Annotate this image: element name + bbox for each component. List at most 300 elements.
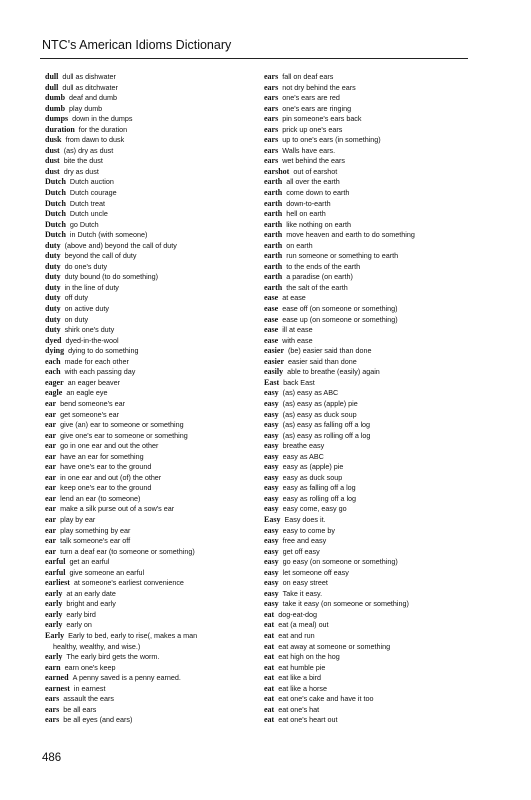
idiom-phrase: easier said than done — [288, 356, 357, 366]
index-entry — [45, 83, 260, 94]
headword: easy — [264, 557, 279, 567]
headword: earth — [264, 198, 283, 208]
headword: easy — [264, 472, 279, 482]
idiom-phrase: early bird — [66, 609, 96, 619]
idiom-phrase: bend someone's ear — [60, 398, 126, 408]
headword: ears — [264, 114, 279, 124]
index-entry — [264, 272, 479, 283]
index-entry — [264, 220, 479, 231]
index-entry — [45, 114, 260, 125]
idiom-phrase: dull as ditchwater — [62, 82, 118, 92]
headword: ear — [45, 504, 57, 514]
headword: easy — [264, 493, 279, 503]
headword: eat — [264, 683, 275, 693]
headword: easy — [264, 483, 279, 493]
headword: eager — [45, 377, 64, 387]
headword: early — [45, 588, 63, 598]
index-entry — [45, 420, 260, 431]
headword: easy — [264, 451, 279, 461]
idiom-phrase: let someone off easy — [282, 567, 349, 577]
idiom-phrase: back East — [283, 377, 315, 387]
headword: ears — [264, 82, 279, 92]
index-entry — [45, 336, 260, 347]
idiom-phrase: eat high on the hog — [278, 652, 340, 662]
idiom-phrase: give someone an earful — [69, 567, 145, 577]
headword: ears — [45, 704, 60, 714]
headword: ease — [264, 304, 279, 314]
headword: easier — [264, 356, 284, 366]
headword: earth — [264, 261, 283, 271]
idiom-phrase: take it easy (on someone or something) — [282, 599, 409, 609]
headword: ear — [45, 441, 57, 451]
idiom-phrase: dying to do something — [68, 346, 139, 356]
idiom-phrase: eat (a meal) out — [278, 620, 329, 630]
idiom-phrase: on earth — [286, 240, 313, 250]
idiom-phrase: earn one's keep — [64, 662, 116, 672]
headword: ears — [264, 124, 279, 134]
headword: easy — [264, 420, 279, 430]
idiom-phrase: Take it easy. — [282, 588, 323, 598]
headword: dull — [45, 82, 59, 92]
index-entry — [45, 515, 260, 526]
headword: earth — [264, 177, 283, 187]
headword: ears — [264, 72, 279, 81]
index-entry — [45, 346, 260, 357]
headword: earliest — [45, 578, 70, 588]
index-entry — [264, 104, 479, 115]
headword: earshot — [264, 166, 290, 176]
headword: earth — [264, 251, 283, 261]
headword: eat — [264, 641, 275, 651]
index-entry — [264, 568, 479, 579]
index-entry — [264, 283, 479, 294]
index-entry — [45, 663, 260, 674]
idiom-phrase: easy as (apple) pie — [282, 462, 344, 472]
index-entry — [264, 293, 479, 304]
headword: Dutch — [45, 188, 66, 198]
index-entry — [264, 462, 479, 473]
index-entry — [264, 441, 479, 452]
idiom-phrase: easy as ABC — [282, 451, 324, 461]
idiom-phrase: go in one ear and out the other — [60, 441, 159, 451]
headword: ear — [45, 472, 57, 482]
index-entry — [264, 83, 479, 94]
idiom-phrase: Early to bed, early to rise(, makes a man — [68, 630, 198, 640]
headword: ear — [45, 409, 57, 419]
headword: earful — [45, 567, 66, 577]
index-entry — [264, 315, 479, 326]
idiom-phrase: talk someone's ear off — [60, 536, 131, 546]
headword: earful — [45, 557, 66, 567]
headword: easy — [264, 567, 279, 577]
index-entry — [45, 230, 260, 241]
index-entry — [45, 568, 260, 579]
running-header: NTC's American Idioms Dictionary — [42, 38, 232, 52]
headword: duty — [45, 314, 61, 324]
headword: early — [45, 620, 63, 630]
index-entry — [264, 631, 479, 642]
headword: ears — [264, 135, 279, 145]
headword: easily — [264, 367, 284, 377]
index-entry — [45, 251, 260, 262]
index-entry — [45, 684, 260, 695]
headword: duty — [45, 304, 61, 314]
idiom-phrase: like nothing on earth — [286, 219, 351, 229]
left-column — [45, 72, 260, 726]
index-entry — [45, 188, 260, 199]
index-entry — [264, 209, 479, 220]
idiom-phrase: be all ears — [63, 704, 97, 714]
idiom-phrase: eat like a horse — [278, 683, 327, 693]
index-entry — [45, 72, 260, 83]
index-entry — [264, 420, 479, 431]
index-entry — [264, 494, 479, 505]
idiom-phrase: eat humble pie — [278, 662, 326, 672]
headword: easy — [264, 398, 279, 408]
idiom-phrase: have an ear for something — [60, 451, 144, 461]
index-entry — [45, 378, 260, 389]
index-entry — [45, 241, 260, 252]
headword: earn — [45, 662, 61, 672]
index-entry — [45, 125, 260, 136]
headword: ear — [45, 525, 57, 535]
headword: dyed — [45, 335, 62, 345]
headword: ear — [45, 451, 57, 461]
index-entry — [45, 293, 260, 304]
index-entry — [264, 367, 479, 378]
idiom-phrase: on duty — [64, 314, 89, 324]
index-entry — [45, 610, 260, 621]
headword: earth — [264, 240, 283, 250]
idiom-phrase: beyond the call of duty — [64, 251, 137, 261]
headword: ear — [45, 514, 57, 524]
idiom-phrase: bright and early — [66, 599, 116, 609]
idiom-phrase: able to breathe (easily) again — [287, 367, 380, 377]
index-entry — [45, 452, 260, 463]
headword: East — [264, 377, 280, 387]
headword: eat — [264, 662, 275, 672]
idiom-phrase: with each passing day — [64, 367, 136, 377]
idiom-phrase: get an earful — [69, 557, 110, 567]
index-entry — [264, 230, 479, 241]
index-entry — [45, 599, 260, 610]
index-entry — [264, 378, 479, 389]
headword: duty — [45, 251, 61, 261]
index-entry — [45, 483, 260, 494]
headword: earth — [264, 282, 283, 292]
idiom-phrase: in one ear and out (of) the other — [60, 472, 162, 482]
idiom-phrase: out of earshot — [293, 166, 338, 176]
idiom-phrase: off duty — [64, 293, 89, 303]
headword: ear — [45, 483, 57, 493]
headword: earth — [264, 230, 283, 240]
idiom-phrase: healthy, wealthy, and wise.) — [53, 641, 141, 651]
index-entry — [45, 473, 260, 484]
index-entry — [45, 431, 260, 442]
index-entry — [45, 694, 260, 705]
headword: earnest — [45, 683, 70, 693]
index-entry — [45, 462, 260, 473]
index-entry — [264, 557, 479, 568]
idiom-phrase: ill at ease — [282, 325, 313, 335]
idiom-phrase: Dutch courage — [69, 188, 117, 198]
right-column — [264, 72, 479, 726]
idiom-phrase: fall on deaf ears — [282, 72, 334, 81]
headword: easy — [264, 525, 279, 535]
index-entry — [45, 272, 260, 283]
index-entry — [45, 146, 260, 157]
index-entry — [264, 146, 479, 157]
headword: dusk — [45, 135, 62, 145]
idiom-phrase: (as) easy as ABC — [282, 388, 339, 398]
idiom-phrase: duty bound (to do something) — [64, 272, 159, 282]
index-entry — [264, 610, 479, 621]
headword: duration — [45, 124, 75, 134]
idiom-phrase: an eagle eye — [66, 388, 108, 398]
index-entry — [264, 388, 479, 399]
index-entry — [45, 177, 260, 188]
headword: dust — [45, 156, 60, 166]
headword: easier — [264, 346, 284, 356]
idiom-phrase: The early bird gets the worm. — [66, 652, 160, 662]
idiom-phrase: the salt of the earth — [286, 282, 348, 292]
index-entry — [45, 388, 260, 399]
idiom-phrase: easy to come by — [282, 525, 336, 535]
index-entry — [45, 642, 260, 653]
idiom-phrase: eat one's hat — [278, 704, 320, 714]
idiom-phrase: up to one's ears (in something) — [282, 135, 381, 145]
headword: dull — [45, 72, 59, 81]
headword: ear — [45, 546, 57, 556]
idiom-phrase: get someone's ear — [60, 409, 120, 419]
idiom-phrase: at ease — [282, 293, 306, 303]
index-entry — [45, 104, 260, 115]
idiom-phrase: hell on earth — [286, 209, 326, 219]
index-entry — [45, 441, 260, 452]
idiom-phrase: eat one's cake and have it too — [278, 694, 374, 704]
idiom-phrase: (as) easy as rolling off a log — [282, 430, 371, 440]
index-entry — [45, 578, 260, 589]
index-entry — [264, 410, 479, 421]
idiom-phrase: in earnest — [73, 683, 106, 693]
headword: Dutch — [45, 198, 66, 208]
headword: duty — [45, 261, 61, 271]
index-entry — [45, 715, 260, 726]
idiom-phrase: down in the dumps — [72, 114, 133, 124]
idiom-phrase: at an early date — [66, 588, 116, 598]
index-entry — [264, 72, 479, 83]
headword: ear — [45, 430, 57, 440]
index-entry — [45, 167, 260, 178]
headword: dying — [45, 346, 65, 356]
index-entry — [264, 336, 479, 347]
idiom-phrase: easy as falling off a log — [282, 483, 356, 493]
idiom-phrase: easy as duck soup — [282, 472, 343, 482]
idiom-phrase: on easy street — [282, 578, 328, 588]
index-entry — [264, 694, 479, 705]
idiom-phrase: with ease — [282, 335, 313, 345]
headword: ears — [264, 145, 279, 155]
index-entry — [45, 135, 260, 146]
idiom-phrase: eat and run — [278, 630, 315, 640]
idiom-phrase: dyed-in-the-wool — [65, 335, 119, 345]
headword: easy — [264, 588, 279, 598]
index-entry — [45, 156, 260, 167]
idiom-phrase: early on — [66, 620, 92, 630]
idiom-phrase: give (an) ear to someone or something — [60, 420, 184, 430]
headword: ear — [45, 462, 57, 472]
index-entry — [45, 504, 260, 515]
headword: eat — [264, 620, 275, 630]
index-entry — [45, 93, 260, 104]
headword: dumb — [45, 103, 66, 113]
idiom-phrase: A penny saved is a penny earned. — [72, 673, 181, 683]
headword: duty — [45, 325, 61, 335]
idiom-phrase: get off easy — [282, 546, 320, 556]
headword: each — [45, 367, 61, 377]
headword: eat — [264, 673, 275, 683]
headword: eat — [264, 694, 275, 704]
idiom-phrase: (as) easy as (apple) pie — [282, 398, 358, 408]
headword: ears — [264, 103, 279, 113]
idiom-phrase: (as) easy as duck soup — [282, 409, 357, 419]
idiom-phrase: Dutch uncle — [69, 209, 108, 219]
idiom-phrase: dull as dishwater — [62, 72, 116, 81]
index-entry — [45, 631, 260, 642]
index-entry — [264, 536, 479, 547]
idiom-phrase: Dutch auction — [69, 177, 114, 187]
index-entry — [45, 304, 260, 315]
index-entry — [264, 93, 479, 104]
idiom-phrase: breathe easy — [282, 441, 325, 451]
headword: earth — [264, 219, 283, 229]
idiom-phrase: assault the ears — [63, 694, 114, 704]
idiom-phrase: go easy (on someone or something) — [282, 557, 398, 567]
index-entry — [45, 399, 260, 410]
headword: early — [45, 609, 63, 619]
index-entry — [264, 642, 479, 653]
index-entry — [45, 262, 260, 273]
headword: each — [45, 356, 61, 366]
headword: earned — [45, 673, 69, 683]
idiom-phrase: one's ears are ringing — [282, 103, 352, 113]
idiom-phrase: lend an ear (to someone) — [60, 493, 141, 503]
index-entry — [45, 705, 260, 716]
idiom-phrase: turn a deaf ear (to someone or something) — [60, 546, 195, 556]
index-entry — [45, 220, 260, 231]
headword: easy — [264, 462, 279, 472]
headword: ear — [45, 536, 57, 546]
headword: eat — [264, 715, 275, 725]
headword: earth — [264, 209, 283, 219]
headword: Dutch — [45, 230, 66, 240]
index-entry — [264, 599, 479, 610]
index-entry — [264, 304, 479, 315]
idiom-phrase: from dawn to dusk — [65, 135, 125, 145]
headword: easy — [264, 578, 279, 588]
idiom-phrase: free and easy — [282, 536, 327, 546]
idiom-phrase: down-to-earth — [286, 198, 331, 208]
headword: eagle — [45, 388, 63, 398]
headword: duty — [45, 240, 61, 250]
headword: ears — [264, 93, 279, 103]
index-entry — [264, 483, 479, 494]
headword: ease — [264, 335, 279, 345]
index-entry — [45, 536, 260, 547]
index-entry — [264, 515, 479, 526]
header-rule — [40, 58, 468, 59]
index-entry — [264, 177, 479, 188]
idiom-phrase: ease off (on someone or something) — [282, 304, 398, 314]
idiom-phrase: give one's ear to someone or something — [60, 430, 188, 440]
headword: ear — [45, 493, 57, 503]
headword: ears — [45, 694, 60, 704]
idiom-phrase: prick up one's ears — [282, 124, 343, 134]
idiom-phrase: easy as rolling off a log — [282, 493, 357, 503]
index-entry — [45, 620, 260, 631]
index-entry — [45, 410, 260, 421]
index-entry — [45, 547, 260, 558]
headword: easy — [264, 504, 279, 514]
headword: duty — [45, 272, 61, 282]
index-entry — [264, 673, 479, 684]
headword: Dutch — [45, 209, 66, 219]
idiom-phrase: Walls have ears. — [282, 145, 336, 155]
index-entry — [45, 325, 260, 336]
index-entry — [45, 315, 260, 326]
idiom-phrase: dog-eat-dog — [278, 609, 317, 619]
headword: dust — [45, 145, 60, 155]
idiom-phrase: (above and) beyond the call of duty — [64, 240, 177, 250]
index-entry — [264, 346, 479, 357]
idiom-phrase: on active duty — [64, 304, 109, 314]
headword: dumps — [45, 114, 69, 124]
index-entry — [264, 262, 479, 273]
headword: Dutch — [45, 219, 66, 229]
headword: duty — [45, 282, 61, 292]
headword: Dutch — [45, 177, 66, 187]
idiom-phrase: come down to earth — [286, 188, 350, 198]
headword: eat — [264, 652, 275, 662]
headword: easy — [264, 546, 279, 556]
index-entry — [264, 652, 479, 663]
idiom-phrase: make a silk purse out of a sow's ear — [60, 504, 175, 514]
headword: eat — [264, 630, 275, 640]
idiom-phrase: ease up (on someone or something) — [282, 314, 398, 324]
idiom-phrase: made for each other — [64, 356, 129, 366]
headword: early — [45, 599, 63, 609]
index-entry — [264, 473, 479, 484]
index-entry — [45, 557, 260, 568]
index-entry — [264, 357, 479, 368]
idiom-phrase: go Dutch — [69, 219, 99, 229]
index-entry — [264, 188, 479, 199]
index-entry — [264, 199, 479, 210]
headword: eat — [264, 704, 275, 714]
idiom-phrase: (as) easy as falling off a log — [282, 420, 371, 430]
idiom-phrase: pin someone's ears back — [282, 114, 362, 124]
headword: ears — [45, 715, 60, 725]
idiom-phrase: dry as dust — [63, 166, 99, 176]
headword: ease — [264, 293, 279, 303]
index-entry — [264, 452, 479, 463]
headword: ear — [45, 398, 57, 408]
index-entry — [264, 504, 479, 515]
idiom-phrase: play dumb — [69, 103, 103, 113]
index-entry — [264, 431, 479, 442]
index-entry — [264, 663, 479, 674]
index-entry — [264, 167, 479, 178]
